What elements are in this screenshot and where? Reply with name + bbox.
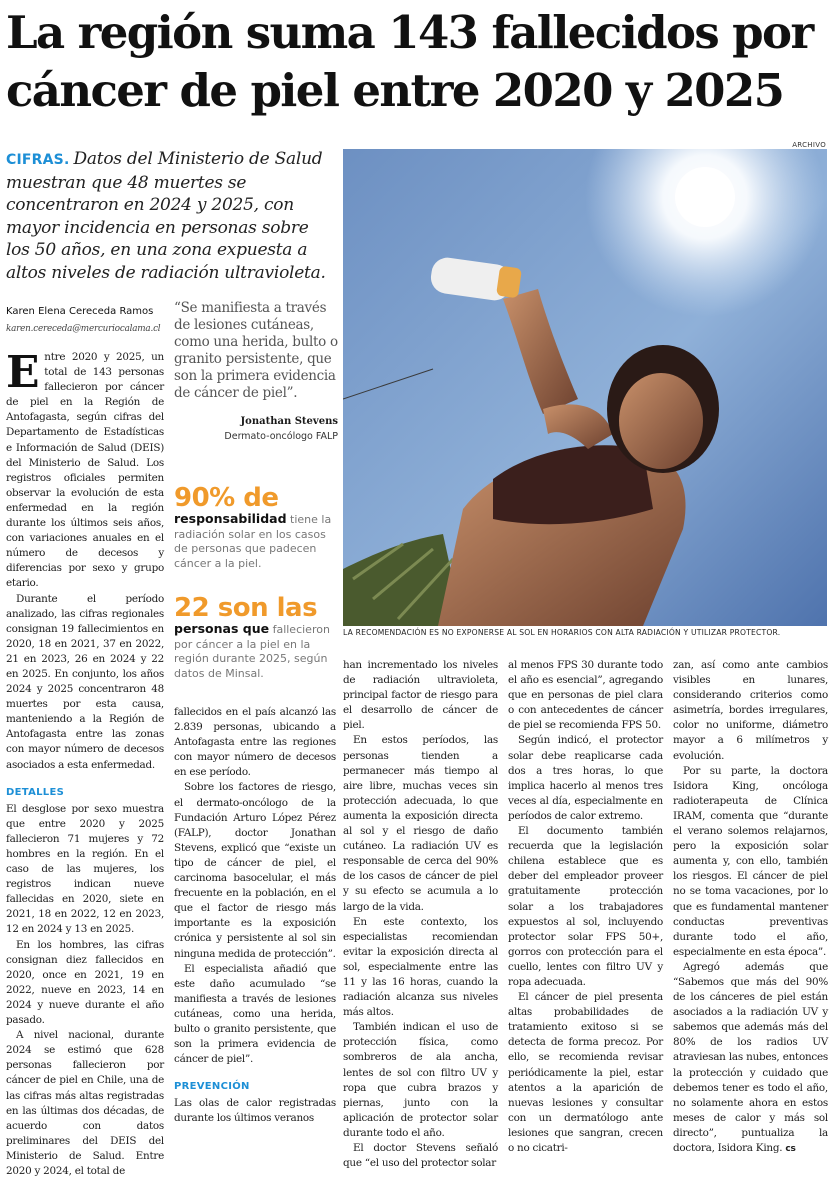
col1-paragraph-3: El desglose por sexo muestra que entre 2020 y 2025 fallecieron 71 mujeres y 72 hombres en la región. En el caso de las mujeres, los registros indican nueve fallecidas en 2020, siete en 2021, 18 en 2022, 12 en 2023, 12 en 2024 y 13 en 2025. bbox=[6, 802, 164, 936]
article-column-4 bbox=[508, 658, 663, 1156]
col1-paragraph-1-text: ntre 2020 y 2025, un total de 143 personas fallecieron por cáncer de piel en la Región de Antofagasta, según cifras del Departamento de Estadísticas e Información de Salud (DEIS) del Ministerio de Salud. Los registros oficiales permiten observar la evolución de esta enfermedad en la región durante los últimos seis años, con variaciones anuales en el número de decesos y diferencias por sexo y grupo etario. bbox=[6, 351, 164, 590]
stat-1-text bbox=[174, 512, 340, 571]
stat-2-figure: 22 son las bbox=[174, 593, 318, 623]
col5-paragraph-2: Por su parte, la doctora Isidora King, oncóloga radioterapeuta de Clínica IRAM, comenta que “durante el verano solemos relajarnos, pero la exposición solar aumenta y, con ello, también los riesgos. El cáncer de piel no se toma vacaciones, por lo que es fundamental mantener conductas preventivas durante todo el año, especialmente en esta época”. bbox=[673, 764, 828, 958]
article-photo bbox=[343, 149, 827, 626]
lead-paragraph bbox=[6, 148, 332, 284]
col5-paragraph-3 bbox=[673, 960, 828, 1157]
col3-paragraph-5: El doctor Stevens señaló que “el uso del protector solar bbox=[343, 1142, 498, 1170]
pull-quote-text: “Se manifiesta a través de lesiones cutáneas, como una herida, bulto o granito persistente, que son la primera evidencia de cáncer de piel”. bbox=[174, 300, 338, 401]
col1-paragraph-4: En los hombres, las cifras consignan diez fallecidos en 2020, once en 2021, 19 en 2022, nueve en 2023, 14 en 2024 y nueve durante el año pasado. bbox=[6, 938, 164, 1027]
stat-1-rest: tiene la radiación solar en los casos de personas que padecen cáncer a la piel. bbox=[174, 513, 332, 570]
article-column-1 bbox=[6, 347, 164, 1179]
col3-paragraph-1: han incrementado los niveles de radiación ultravioleta, principal factor de riesgo para el desarrollo de cáncer de piel. bbox=[343, 659, 498, 732]
lead-kicker: CIFRAS. bbox=[6, 152, 70, 168]
col5-paragraph-1: zan, así como ante cambios visibles en lunares, considerando criterios como asimetría, bordes irregulares, color no uniforme, diámetro mayor a 6 milímetros y evolución. bbox=[673, 659, 828, 762]
photo-caption: LA RECOMENDACIÓN ES NO EXPONERSE AL SOL EN HORARIOS CON ALTA RADIACIÓN Y UTILIZAR PROTECTOR. bbox=[343, 628, 781, 637]
col2-paragraph-1: fallecidos en el país alcanzó las 2.839 personas, ubicando a Antofagasta entre las regiones con mayor número de decesos en ese período. bbox=[174, 706, 336, 779]
col2-paragraph-2: Sobre los factores de riesgo, el dermato-oncólogo de la Fundación Arturo López Pérez (FALP), doctor Jonathan Stevens, explicó que “existe un tipo de cáncer de piel, el carcinoma basocelular, el más frecuente en la población, en el que el factor de riesgo más importante es la exposición crónica y persistente al sol sin ninguna medida de protección”. bbox=[174, 781, 336, 960]
end-mark: cs bbox=[785, 1144, 796, 1154]
col1-paragraph-5: A nivel nacional, durante 2024 se estimó que 628 personas fallecieron por cáncer de piel en Chile, una de las cifras más altas registradas en las últimas dos décadas, de acuerdo con datos preliminares del DEIS del Ministerio de Salud. Entre 2020 y 2024, el total de bbox=[6, 1029, 164, 1177]
stat-1-strong: responsabilidad bbox=[174, 511, 287, 526]
subhead-prevencion: PREVENCIÓN bbox=[174, 1081, 250, 1093]
col3-paragraph-2: En estos períodos, las personas tienden a permanecer más tiempo al aire libre, muchas veces sin protección adecuada, lo que aumenta la exposición directa al sol y el riesgo de daño cutáneo. La radiación UV es responsable de cerca del 90% de los casos de cáncer de piel y su efecto se acumula a lo largo de la vida. bbox=[343, 734, 498, 913]
col3-paragraph-4: También indican el uso de protección física, como sombreros de ala ancha, lentes de sol con filtro UV y ropa que cubra brazos y piernas, junto con la aplicación de protector solar durante todo el año. bbox=[343, 1021, 498, 1139]
stat-2-rest: fallecieron por cáncer a la piel en la región durante 2025, según datos de Minsal. bbox=[174, 623, 330, 680]
pull-quote-role: Dermato-oncólogo FALP bbox=[224, 431, 338, 442]
col4-paragraph-2: Según indicó, el protector solar debe reaplicarse cada dos a tres horas, lo que implica hacerlo al menos tres veces al día, especialmente en períodos de calor extremo. bbox=[508, 734, 663, 822]
byline bbox=[6, 304, 168, 337]
photo-credit: ARCHIVO bbox=[792, 141, 826, 149]
headline-line-1: La región suma 143 fallecidos por bbox=[6, 6, 813, 59]
stat-box-2 bbox=[174, 594, 340, 681]
headline bbox=[6, 4, 832, 120]
drop-cap: E bbox=[6, 347, 40, 398]
pull-quote bbox=[174, 300, 338, 444]
lead-text: Datos del Ministerio de Salud muestran que 48 muertes se concentraron en 2024 y 2025, con mayor incidencia en personas sobre los 50 años, en una zona expuesta a altos niveles de radiación ultravioleta. bbox=[6, 149, 326, 283]
col5-paragraph-3-text: Agregó además que “Sabemos que más del 90% de los cánceres de piel están asociados a la radiación UV y sabemos que además más del 80% de los radios UV atraviesan las nubes, entonces la protección y cuidado que debemos tener es todo el año, no solamente ahora en estos meses de calor y más sol directo”, puntualiza la doctora, Isidora King. bbox=[673, 960, 828, 1154]
stat-box-1 bbox=[174, 484, 340, 571]
col4-paragraph-4: El cáncer de piel presenta altas probabilidades de tratamiento exitoso si se detecta de forma precoz. Por ello, se recomienda revisar periódicamente la piel, estar atentos a la aparición de nuevas lesiones y consultar con un dermatólogo ante lesiones que sangran, crecen o no cicatri- bbox=[508, 991, 663, 1154]
col3-paragraph-3: En este contexto, los especialistas recomiendan evitar la exposición directa al sol, especialmente entre las 11 y las 16 horas, cuando la radiación alcanza sus niveles más altos. bbox=[343, 915, 498, 1019]
col1-paragraph-1 bbox=[6, 347, 164, 592]
article-column-2 bbox=[174, 705, 336, 1127]
pull-quote-name: Jonathan Stevens bbox=[240, 416, 338, 427]
stat-2-strong: personas que bbox=[174, 621, 270, 636]
pull-quote-attribution bbox=[174, 414, 338, 444]
col2-paragraph-3: El especialista añadió que este daño acumulado “se manifiesta a través de lesiones cutáneas, como una herida, bulto o granito persistente, que son la primera evidencia de cáncer de piel”. bbox=[174, 962, 336, 1066]
author-email[interactable]: karen.cereceda@mercuriocalama.cl bbox=[6, 324, 161, 334]
col4-paragraph-1: al menos FPS 30 durante todo el año es esencial”, agregando que en personas de piel clara o con antecedentes de cáncer de piel se recomienda FPS 50. bbox=[508, 659, 663, 732]
article-column-3 bbox=[343, 658, 498, 1171]
stat-1-figure: 90% de bbox=[174, 483, 279, 513]
col2-paragraph-4: Las olas de calor registradas durante los últimos veranos bbox=[174, 1097, 336, 1125]
stat-2-text bbox=[174, 622, 340, 681]
headline-line-2: cáncer de piel entre 2020 y 2025 bbox=[6, 64, 784, 117]
article-column-5 bbox=[673, 658, 828, 1157]
col4-paragraph-3: El documento también recuerda que la legislación chilena establece que es deber del empleador proveer gratuitamente protección solar a los trabajadores expuestos al sol, incluyendo protector solar FPS 50+, gorros con protección para el cuello, lentes con filtro UV y ropa adecuada. bbox=[508, 825, 663, 988]
author-name: Karen Elena Cereceda Ramos bbox=[6, 306, 154, 317]
subhead-detalles: DETALLES bbox=[6, 786, 65, 798]
col1-paragraph-2: Durante el período analizado, las cifras regionales consignan 19 fallecimientos en 2020, 18 en 2021, 37 en 2022, 21 en 2023, 26 en 2024 y 22 en 2025. En conjunto, los años 2024 y 2025 concentraron 48 muertes por esta causa, manteniendo a la Región de Antofagasta entre las zonas con mayor número de decesos asociados a esta enfermedad. bbox=[6, 592, 164, 771]
